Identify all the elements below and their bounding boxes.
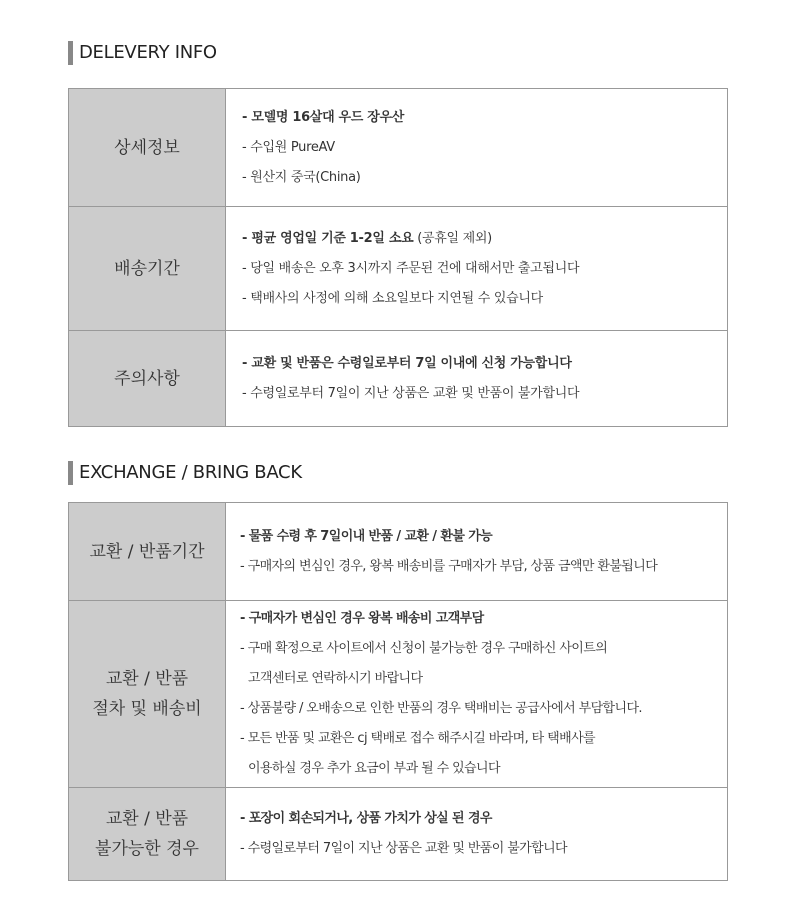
table-row [69,206,727,330]
delivery-section-title: DELEVERY INFO [68,41,217,65]
importer-line: - 수입원 PureAV [242,139,335,155]
row-content [226,331,727,426]
origin-line: - 원산지 중국(China) [242,169,361,185]
courier-line: - 모든 반품 및 교환은 cj 택배로 접수 해주시길 바라며, 타 택배사를 [240,731,595,746]
model-name-line: - 모델명 16살대 우드 장우산 [242,109,405,125]
buyer-change-line: - 구매자의 변심인 경우, 왕복 배송비를 구매자가 부담, 상품 금액만 환불됩니다 [240,558,658,574]
table-row [69,600,727,787]
exchange-unavailable-line: - 수령일로부터 7일이 지난 상품은 교환 및 반품이 불가합니다 [242,385,580,401]
same-day-line: - 당일 배송은 오후 3시까지 주문된 건에 대해서만 출고됩니다 [242,260,580,276]
delivery-info-table [68,88,728,427]
table-row [69,330,727,426]
buyer-cost-line: - 구매자가 변심인 경우 왕복 배송비 고객부담 [240,611,484,626]
delay-line: - 택배사의 사정에 의해 소요일보다 지연될 수 있습니다 [242,290,543,306]
return-period-line: - 물품 수령 후 7일이내 반품 / 교환 / 환불 가능 [240,528,493,544]
table-row [69,787,727,880]
exchange-info-table [68,502,728,881]
purchase-confirm-line: - 구매 확정으로 사이트에서 신청이 불가능한 경우 구매하신 사이트의 [240,641,608,656]
row-content [226,788,727,880]
row-content [226,601,727,787]
row-content [226,503,727,600]
exchange-section-title: EXCHANGE / BRING BACK [68,461,302,485]
row-content [226,207,727,330]
defect-line: - 상품불량 / 오배송으로 인한 반품의 경우 택배비는 공급사에서 부담합니다. [240,701,642,716]
damaged-package-line: - 포장이 회손되거나, 상품 가치가 상실 된 경우 [240,811,492,826]
purchase-confirm-line-cont: 고객센터로 연락하시기 바랍니다 [248,671,423,686]
label-line: 교환 / 반품기간 [89,541,205,562]
table-row [69,503,727,600]
row-label-return-period [69,503,226,600]
row-label-return-procedure [69,601,226,787]
row-label-return-impossible [69,788,226,880]
shipping-time-line [242,224,723,254]
label-line: 불가능한 경우 [95,839,199,859]
row-label-details: 상세정보 [69,89,226,206]
label-line: 교환 / 반품 [105,669,189,689]
row-content [226,89,727,206]
expired-period-line: - 수령일로부터 7일이 지난 상품은 교환 및 반품이 불가합니다 [240,841,568,856]
row-label-notice: 주의사항 [69,331,226,426]
exchange-period-line: - 교환 및 반품은 수령일로부터 7일 이내에 신청 가능합니다 [242,355,572,371]
label-line: 교환 / 반품 [105,809,189,829]
label-line: 절차 및 배송비 [92,699,202,719]
courier-line-cont: 이용하실 경우 추가 요금이 부과 될 수 있습니다 [248,761,500,776]
shipping-time-note: (공휴일 제외) [413,230,492,246]
shipping-time-main: - 평균 영업일 기준 1-2일 소요 [242,230,414,246]
row-label-shipping-period: 배송기간 [69,207,226,330]
table-row [69,89,727,206]
